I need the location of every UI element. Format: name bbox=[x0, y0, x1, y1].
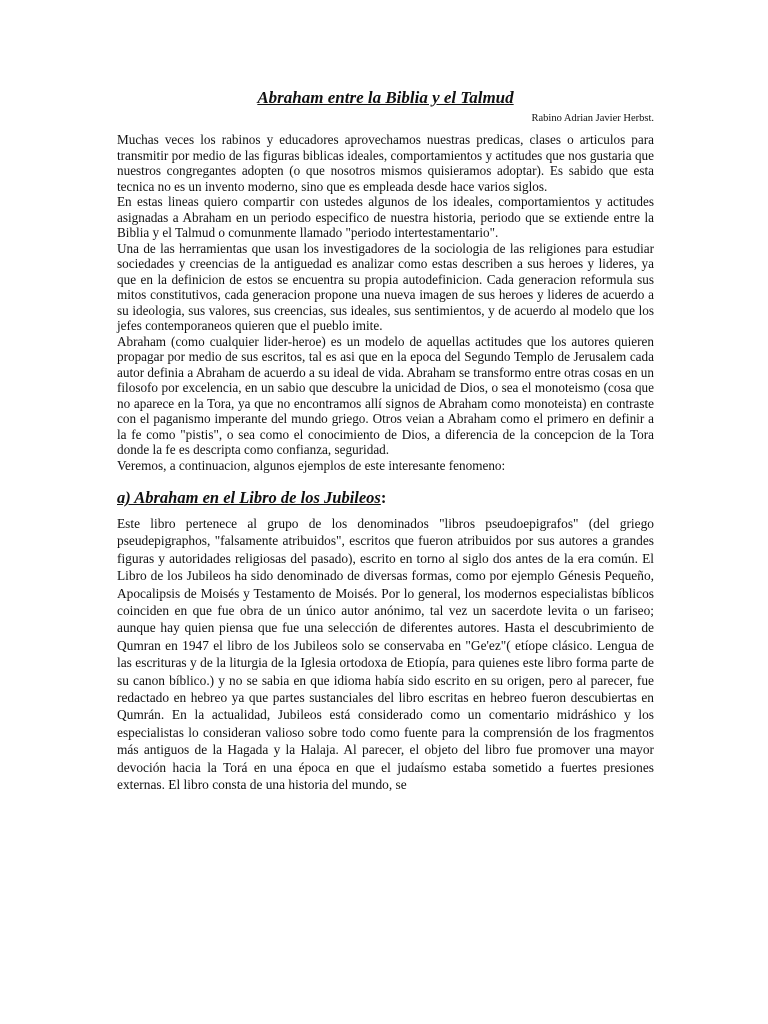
intro-paragraph-4: Abraham (como cualquier lider-heroe) es un modelo de aquellas actitudes que los autores quieren propagar por medio de sus escritos, tal es asi que en la epoca del Segundo Templo de Jerusalem cada autor definia a Abraham de acuerdo a su ideal de vida. Abraham se transformo entre otras cosas en un filosofo por excelencia, en un sabio que descubre la unicidad de Dios, o sea el monoteismo (cosa que no aparece en la Tora, ya que no encontramos allí signos de Abraham como monoteista) en contraste con el paganismo imperante del mundo griego. Otros veian a Abraham como el primero en definir a la fe como "pistis", o sea como el conocimiento de Dios, a diferencia de la concepcion de la Tora donde la fe es descripta como confianza, seguridad. bbox=[117, 333, 654, 457]
intro-paragraph-2: En estas lineas quiero compartir con ustedes algunos de los ideales, comportamientos y actitudes asignadas a Abraham en un periodo especifico de nuestra historia, periodo que se extiende entre la Biblia y el Talmud o comunmente llamado "periodo intertestamentario". bbox=[117, 194, 654, 240]
section-heading-colon: : bbox=[380, 488, 387, 507]
section-heading-text: a) Abraham en el Libro de los Jubileos bbox=[117, 488, 381, 507]
intro-paragraph-1: Muchas veces los rabinos y educadores aprovechamos nuestras predicas, clases o articulos para transmitir por medio de las figuras biblicas ideales, comportamientos y actitudes que nos gustaria que nuestros congregantes adopten (o que nosotros mismos quisieramos adoptar). Es sabido que esta tecnica no es un invento moderno, sino que es empleada desde hace varios siglos. bbox=[117, 132, 654, 194]
document-title: Abraham entre la Biblia y el Talmud bbox=[257, 88, 514, 107]
document-page bbox=[117, 86, 654, 794]
section-heading bbox=[117, 487, 654, 509]
section-paragraph: Este libro pertenece al grupo de los denominados "libros pseudoepigrafos" (del griego pseudepigraphos, "falsamente atribuidos", escritos que fueron atribuidos por sus autores a grandes figuras y autoridades religiosas del pasado), escrito en torno al siglo dos antes de la era común. El Libro de los Jubileos ha sido denominado de diversas formas, como por ejemplo Génesis Pequeño, Apocalipsis de Moisés y Testamento de Moisés. Por lo general, los modernos especialistas bíblicos coinciden en que fue obra de un único autor anónimo, tal vez un sacerdote levita o un fariseo; aunque hay quien piensa que fue una selección de diferentes autores. Hasta el descubrimiento de Qumran en 1947 el libro de los Jubileos solo se conservaba en "Ge'ez"( etíope clásico. Lengua de las escrituras y de la liturgia de la Iglesia ortodoxa de Etiopía, para quienes este libro forma parte de su canon bíblico.) y no se sabia en que idioma había sido escrito en su origen, pero al parecer, fue redactado en hebreo ya que partes sustanciales del libro escritas en hebreo fueron descubiertas en Qumrán. En la actualidad, Jubileos está considerado como un comentario midráshico y los especialistas lo consideran valioso sobre todo como fuente para la comprensión de los fragmentos más antiguos de la Hagada y la Halaja. Al parecer, el objeto del libro fue promover una mayor devoción hacia la Torá en una época en que el judaísmo estaba sometido a fuertes presiones externas. El libro consta de una historia del mundo, se bbox=[117, 516, 654, 793]
intro-paragraph-5: Veremos, a continuacion, algunos ejemplos de este interesante fenomeno: bbox=[117, 457, 506, 473]
author-line: Rabino Adrian Javier Herbst. bbox=[531, 113, 654, 124]
intro-paragraph-3: Una de las herramientas que usan los investigadores de la sociologia de las religiones para estudiar sociedades y creencias de la antiguedad es analizar como estas describen a sus heroes y lideres, ya que en la definicion de estos se encuentra su propia autodefinicion. Cada generacion reformula sus mitos constitutivos, cada generacion propone una nueva imagen de sus heroes y lideres de acuerdo a su ideologia, sus valores, sus creencias, sus ideales, sus sentimientos, y de acuerdo al modelo que los jefes contemporaneos quieren que el pueblo imite. bbox=[117, 240, 654, 333]
